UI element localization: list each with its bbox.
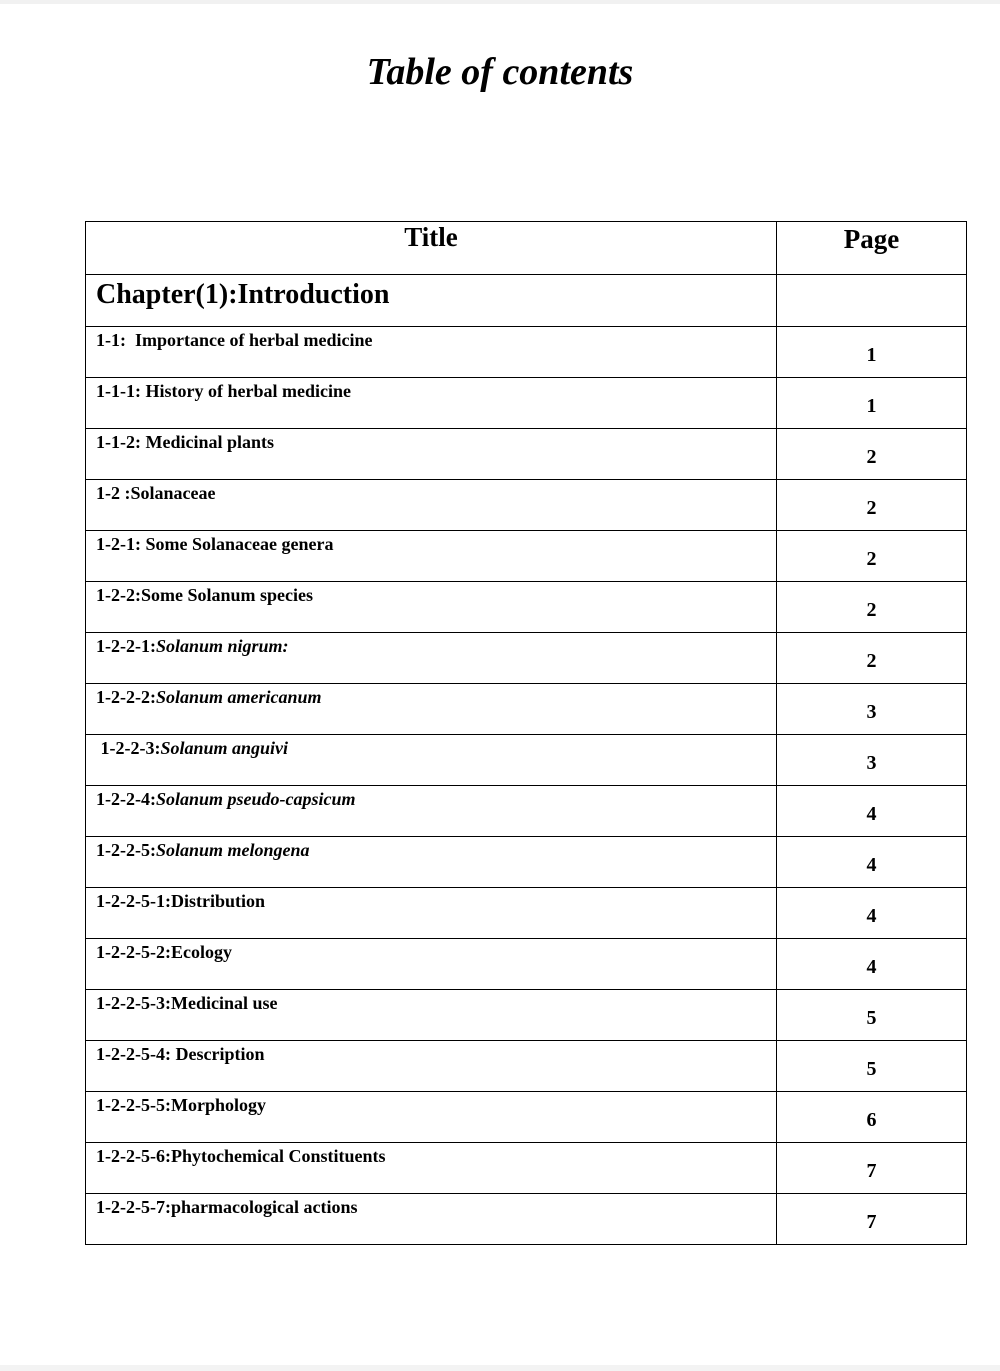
toc-entry-name: Solanum pseudo-capsicum xyxy=(155,789,356,809)
toc-entry-row xyxy=(86,735,967,786)
toc-entry-name: History of herbal medicine xyxy=(145,381,351,401)
toc-entry-name: Solanum nigrum: xyxy=(155,636,289,656)
toc-entry-title xyxy=(86,480,777,531)
page-title: Table of contents xyxy=(366,51,634,93)
toc-entry-name: Solanum anguivi xyxy=(160,738,289,758)
toc-entry-row xyxy=(86,939,967,990)
toc-entry-number: 1-2-2-5-6: xyxy=(96,1146,171,1166)
toc-entry-title xyxy=(86,990,777,1041)
chapter-page-cell xyxy=(777,275,967,327)
page-bottom-edge xyxy=(0,1365,1000,1371)
toc-entry-number: 1-2-2-3: xyxy=(96,738,161,758)
toc-entry-number: 1-2-2-5-7: xyxy=(96,1197,171,1217)
toc-entry-name: Some Solanaceae genera xyxy=(145,534,334,554)
toc-entry-page: 4 xyxy=(777,888,967,939)
toc-entry-page: 3 xyxy=(777,735,967,786)
toc-entry-page: 3 xyxy=(777,684,967,735)
toc-entry-name: Ecology xyxy=(170,942,232,962)
toc-entry-row xyxy=(86,786,967,837)
toc-entry-number: 1-1-2: xyxy=(96,432,146,452)
toc-entry-row xyxy=(86,1041,967,1092)
toc-entry-number: 1-2-2-5-4: xyxy=(96,1044,176,1064)
toc-entry-page: 5 xyxy=(777,990,967,1041)
toc-entry-title xyxy=(86,531,777,582)
toc-entry-title xyxy=(86,429,777,480)
toc-entry-page: 5 xyxy=(777,1041,967,1092)
toc-entry-title xyxy=(86,888,777,939)
toc-entry-row xyxy=(86,684,967,735)
column-header-title: Title xyxy=(86,222,777,275)
toc-entry-row xyxy=(86,480,967,531)
toc-entry-page: 7 xyxy=(777,1194,967,1245)
toc-entry-page: 2 xyxy=(777,531,967,582)
toc-entry-number: 1-2-2-5-1: xyxy=(96,891,171,911)
toc-entry-page: 6 xyxy=(777,1092,967,1143)
toc-entry-number: 1-2-2-5-5: xyxy=(96,1095,171,1115)
toc-header-row xyxy=(86,222,967,275)
toc-entry-row xyxy=(86,888,967,939)
toc-entry-name: Description xyxy=(175,1044,265,1064)
toc-entry-title xyxy=(86,939,777,990)
toc-entry-title xyxy=(86,1143,777,1194)
toc-entry-number: 1-2-2: xyxy=(96,585,141,605)
toc-entry-name: Some Solanum species xyxy=(140,585,313,605)
toc-entry-name: Importance of herbal medicine xyxy=(135,330,373,350)
toc-entry-number: 1-2-2-5-3: xyxy=(96,993,171,1013)
toc-entry-row xyxy=(86,1143,967,1194)
toc-entry-page: 1 xyxy=(777,327,967,378)
toc-entry-number: 1-2-2-2: xyxy=(96,687,156,707)
toc-entry-title xyxy=(86,1041,777,1092)
toc-entry-page: 4 xyxy=(777,786,967,837)
toc-entry-title xyxy=(86,582,777,633)
toc-entry-page: 7 xyxy=(777,1143,967,1194)
toc-entry-number: 1-2-2-5-2: xyxy=(96,942,171,962)
toc-entry-page: 4 xyxy=(777,939,967,990)
page-top-edge xyxy=(0,0,1000,4)
toc-entry-row xyxy=(86,837,967,888)
toc-entry-page: 2 xyxy=(777,429,967,480)
chapter-row xyxy=(86,275,967,327)
toc-entry-number: 1-1-1: xyxy=(96,381,146,401)
toc-entry-page: 1 xyxy=(777,378,967,429)
toc-table xyxy=(85,221,967,1245)
toc-entry-number: 1-2-2-5: xyxy=(96,840,156,860)
toc-entry-title xyxy=(86,786,777,837)
chapter-heading: Chapter(1):Introduction xyxy=(86,275,777,327)
toc-entry-row xyxy=(86,1194,967,1245)
toc-entry-name: Distribution xyxy=(170,891,266,911)
toc-entry-name: Medicinal plants xyxy=(145,432,274,452)
toc-entry-title xyxy=(86,837,777,888)
toc-entry-name: Phytochemical Constituents xyxy=(170,1146,386,1166)
toc-entry-title xyxy=(86,327,777,378)
toc-entry-page: 2 xyxy=(777,633,967,684)
toc-entry-row xyxy=(86,990,967,1041)
toc-entry-name: Medicinal use xyxy=(170,993,278,1013)
toc-entry-title xyxy=(86,633,777,684)
toc-entry-number: 1-2-2-4: xyxy=(96,789,156,809)
toc-entry-page: 4 xyxy=(777,837,967,888)
toc-entry-row xyxy=(86,327,967,378)
toc-entry-number: 1-2-1: xyxy=(96,534,146,554)
toc-entry-name: Solanaceae xyxy=(130,483,216,503)
toc-entry-row xyxy=(86,429,967,480)
toc-entry-name: Solanum melongena xyxy=(155,840,310,860)
toc-entry-row xyxy=(86,531,967,582)
toc-entry-title xyxy=(86,735,777,786)
toc-entry-page: 2 xyxy=(777,480,967,531)
toc-entry-name: Solanum americanum xyxy=(155,687,322,707)
toc-entry-number: 1-1: xyxy=(96,330,135,350)
toc-entry-title xyxy=(86,378,777,429)
toc-entry-row xyxy=(86,1092,967,1143)
column-header-page: Page xyxy=(777,222,967,275)
toc-entry-name: Morphology xyxy=(170,1095,266,1115)
toc-entry-number: 1-2 : xyxy=(96,483,131,503)
toc-entry-title xyxy=(86,1194,777,1245)
toc-entry-number: 1-2-2-1: xyxy=(96,636,156,656)
toc-entry-row xyxy=(86,378,967,429)
toc-entry-page: 2 xyxy=(777,582,967,633)
toc-entry-row xyxy=(86,582,967,633)
toc-entry-title xyxy=(86,684,777,735)
toc-entry-name: pharmacological actions xyxy=(170,1197,358,1217)
toc-entry-row xyxy=(86,633,967,684)
toc-entry-title xyxy=(86,1092,777,1143)
